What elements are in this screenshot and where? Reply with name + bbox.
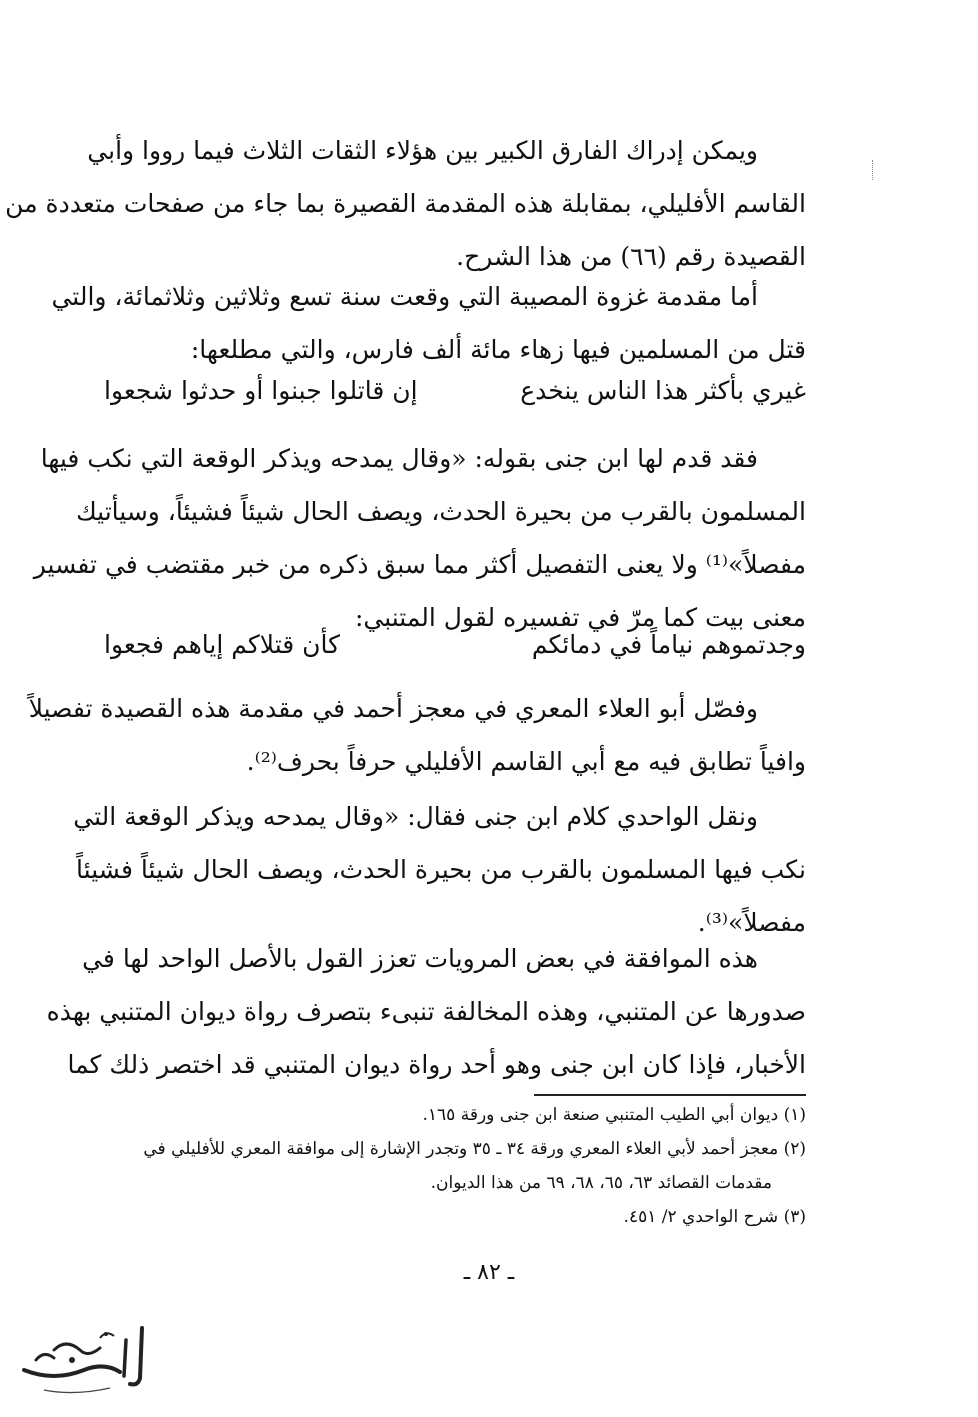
text-line: مفصلاً»⁽¹⁾ ولا يعنى التفصيل أكثر مما سبق ذكره من خبر مقتضب في تفسير bbox=[33, 550, 806, 579]
text-line: القاسم الأفليلي، بمقابلة هذه المقدمة القصيرة بما جاء من صفحات متعددة من bbox=[5, 189, 806, 218]
text-line: نكب فيها المسلمون بالقرب من بحيرة الحدث، ويصف الحال شيئاً فشيئاً bbox=[76, 855, 806, 884]
text-line: وافياً تطابق فيه مع أبي القاسم الأفليلي حرفاً بحرف⁽²⁾. bbox=[246, 747, 806, 776]
footnote-3: (٣) شرح الواحدي ٢/ ٤٥١. bbox=[623, 1207, 806, 1227]
verse-first-hemistich: وجدتموهم نياماً في دمائكم bbox=[531, 630, 806, 659]
text-line: المسلمون بالقرب من بحيرة الحدث، ويصف الحال شيئاً فشيئاً، وسيأتيك bbox=[76, 497, 806, 526]
footnote-2: (٢) معجز أحمد لأبي العلاء المعري ورقة ٣٤ ـ ٣٥ وتجدر الإشارة إلى موافقة المعري للأفليلي في bbox=[143, 1139, 806, 1159]
footnote-separator bbox=[534, 1094, 806, 1096]
text-line: مفصلاً»⁽³⁾. bbox=[697, 908, 806, 937]
text-line: أما مقدمة غزوة المصيبة التي وقعت سنة تسع وثلاثين وثلاثمائة، والتي bbox=[51, 282, 758, 311]
paragraph-5 bbox=[73, 790, 806, 949]
paragraph-1 bbox=[5, 124, 806, 283]
verse-second-hemistich: إن قاتلوا جبنوا أو حدثوا شجعوا bbox=[104, 376, 418, 405]
text-line: هذه الموافقة في بعض المرويات تعزز القول بالأصل الواحد لها في bbox=[82, 944, 758, 973]
paragraph-6 bbox=[46, 932, 806, 1091]
text-line: صدورها عن المتنبي، وهذه المخالفة تنبىء بتصرف رواة ديوان المتنبي بهذه bbox=[46, 997, 806, 1026]
text-line: قتل من المسلمين فيها زهاء مائة ألف فارس، والتي مطلعها: bbox=[190, 335, 806, 364]
calligraphy-stamp-logo bbox=[14, 1320, 154, 1400]
text-line: فقد قدم لها ابن جنى بقوله: «وقال يمدحه ويذكر الوقعة التي نكب فيها bbox=[40, 444, 758, 473]
verse-2 bbox=[104, 630, 806, 683]
text-line: ويمكن إدراك الفارق الكبير بين هؤلاء الثقات الثلاث فيما رووا وأبي bbox=[87, 136, 758, 165]
verse-second-hemistich: كأن قتلاكم إياهم فجعوا bbox=[104, 630, 341, 659]
footnote-1: (١) ديوان أبي الطيب المتنبي صنعة ابن جنى ورقة ١٦٥. bbox=[422, 1105, 806, 1125]
paragraph-3 bbox=[33, 432, 806, 644]
verse-first-hemistich: غيري بأكثر هذا الناس ينخدع bbox=[520, 376, 806, 405]
scan-speck bbox=[872, 160, 876, 180]
verse-1 bbox=[104, 376, 806, 429]
text-line: الأخبار، فإذا كان ابن جنى وهو أحد رواة ديوان المتنبي قد اختصر ذلك كما bbox=[67, 1050, 806, 1079]
text-line: ونقل الواحدي كلام ابن جنى فقال: «وقال يمدحه ويذكر الوقعة التي bbox=[73, 802, 758, 831]
paragraph-4 bbox=[28, 682, 806, 788]
paragraph-2 bbox=[51, 270, 806, 376]
page-number: ـ ٨٢ ـ bbox=[463, 1260, 515, 1285]
text-line: وفصّل أبو العلاء المعري في معجز أحمد في مقدمة هذه القصيدة تفصيلاً bbox=[28, 694, 758, 723]
text-line: معنى بيت كما مرّ في تفسيره لقول المتنبي: bbox=[354, 603, 806, 632]
text-line: القصيدة رقم (٦٦) من هذا الشرح. bbox=[456, 242, 806, 271]
footnote-2-continued: مقدمات القصائد ٦٣، ٦٥، ٦٨، ٦٩ من هذا الديوان. bbox=[430, 1173, 772, 1193]
